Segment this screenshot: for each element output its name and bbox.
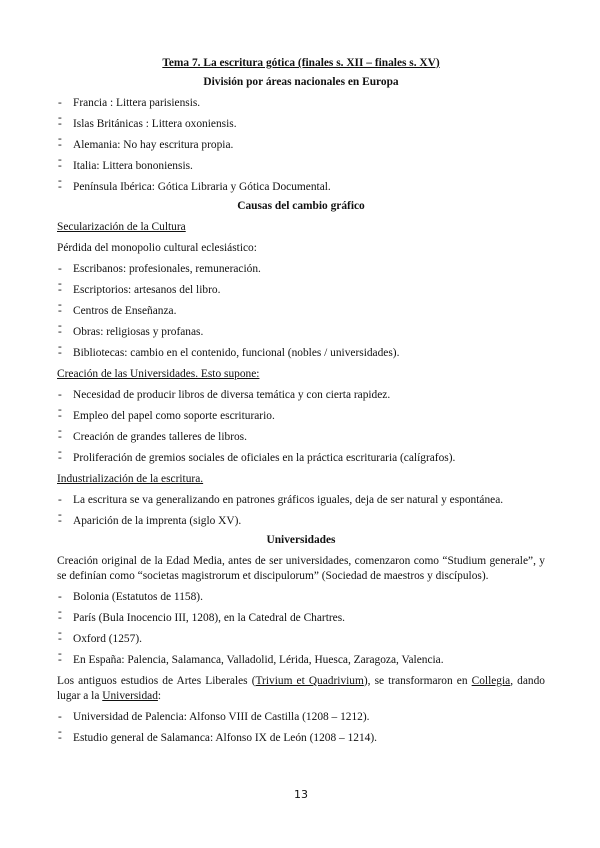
list-item: - Islas Británicas : Littera oxoniensis. bbox=[57, 117, 545, 132]
page-number bbox=[0, 788, 600, 801]
subheading-secularizacion: Secularización de la Cultura bbox=[57, 221, 186, 233]
industrializacion-list bbox=[57, 493, 545, 529]
list-item: - En España: Palencia, Salamanca, Valladolid, Lérida, Huesca, Zaragoza, Valencia. bbox=[57, 653, 545, 668]
trivium-quadrivium-term: Trivium et Quadrivium bbox=[255, 675, 364, 687]
subheading-industrializacion: Industrialización de la escritura. bbox=[57, 473, 204, 485]
page-title: Tema 7. La escritura gótica (finales s. XII – finales s. XV) bbox=[162, 57, 440, 69]
universidades-list bbox=[57, 590, 545, 668]
list-item: - Universidad de Palencia: Alfonso VIII de Castilla (1208 – 1212). bbox=[57, 710, 545, 725]
page-content bbox=[57, 56, 545, 746]
artes-liberales-paragraph bbox=[57, 674, 545, 704]
list-item: - Bibliotecas: cambio en el contenido, funcional (nobles / universidades). bbox=[57, 346, 545, 361]
list-item: - París (Bula Inocencio III, 1208), en la Catedral de Chartres. bbox=[57, 611, 545, 626]
text-fragment: , dando lugar a la bbox=[57, 675, 545, 702]
subheading-universidades: Creación de las Universidades. Esto supone: bbox=[57, 368, 260, 380]
list-item: - Obras: religiosas y profanas. bbox=[57, 325, 545, 340]
universidad-term: Universidad bbox=[102, 690, 158, 702]
secularizacion-intro: Pérdida del monopolio cultural eclesiástico: bbox=[57, 242, 257, 254]
universidades-causas-list bbox=[57, 388, 545, 466]
list-item: - Bolonia (Estatutos de 1158). bbox=[57, 590, 545, 605]
list-item: - Oxford (1257). bbox=[57, 632, 545, 647]
list-item: - Centros de Enseñanza. bbox=[57, 304, 545, 319]
list-item: - La escritura se va generalizando en patrones gráficos iguales, deja de ser natural y espontánea. bbox=[57, 493, 545, 508]
list-item: - Francia : Littera parisiensis. bbox=[57, 96, 545, 111]
section-heading-causas: Causas del cambio gráfico bbox=[237, 200, 365, 212]
text-fragment: ), se transformaron en bbox=[363, 675, 472, 687]
text-fragment: Los antiguos estudios de Artes Liberales ( bbox=[57, 675, 256, 687]
secularizacion-list bbox=[57, 262, 545, 361]
list-item: - Estudio general de Salamanca: Alfonso IX de León (1208 – 1214). bbox=[57, 731, 545, 746]
list-item: - Proliferación de gremios sociales de oficiales en la práctica escrituraria (calígrafos). bbox=[57, 451, 545, 466]
list-item: - Creación de grandes talleres de libros. bbox=[57, 430, 545, 445]
areas-list bbox=[57, 96, 545, 195]
text-fragment: : bbox=[157, 690, 162, 702]
list-item: - Italia: Littera bononiensis. bbox=[57, 159, 545, 174]
section-heading-universidades: Universidades bbox=[266, 534, 336, 546]
list-item: - Aparición de la imprenta (siglo XV). bbox=[57, 514, 545, 529]
list-item: - Necesidad de producir libros de diversa temática y con cierta rapidez. bbox=[57, 388, 545, 403]
universidades-intro: Creación original de la Edad Media, antes de ser universidades, comenzaron como “Studium generale”, y se definían como “societas magistrorum et discipulorum” (Sociedad de maestros y discípulos). bbox=[57, 555, 545, 582]
list-item: - Escribanos: profesionales, remuneración. bbox=[57, 262, 545, 277]
list-item: - Península Ibérica: Gótica Libraria y Gótica Documental. bbox=[57, 180, 545, 195]
universidades-fundaciones-list bbox=[57, 710, 545, 746]
list-item: - Alemania: No hay escritura propia. bbox=[57, 138, 545, 153]
section-heading-areas: División por áreas nacionales en Europa bbox=[203, 76, 399, 88]
collegia-term: Collegia bbox=[471, 675, 511, 687]
list-item: - Escriptorios: artesanos del libro. bbox=[57, 283, 545, 298]
page-number-text: 13 bbox=[294, 788, 308, 801]
list-item: - Empleo del papel como soporte escriturario. bbox=[57, 409, 545, 424]
